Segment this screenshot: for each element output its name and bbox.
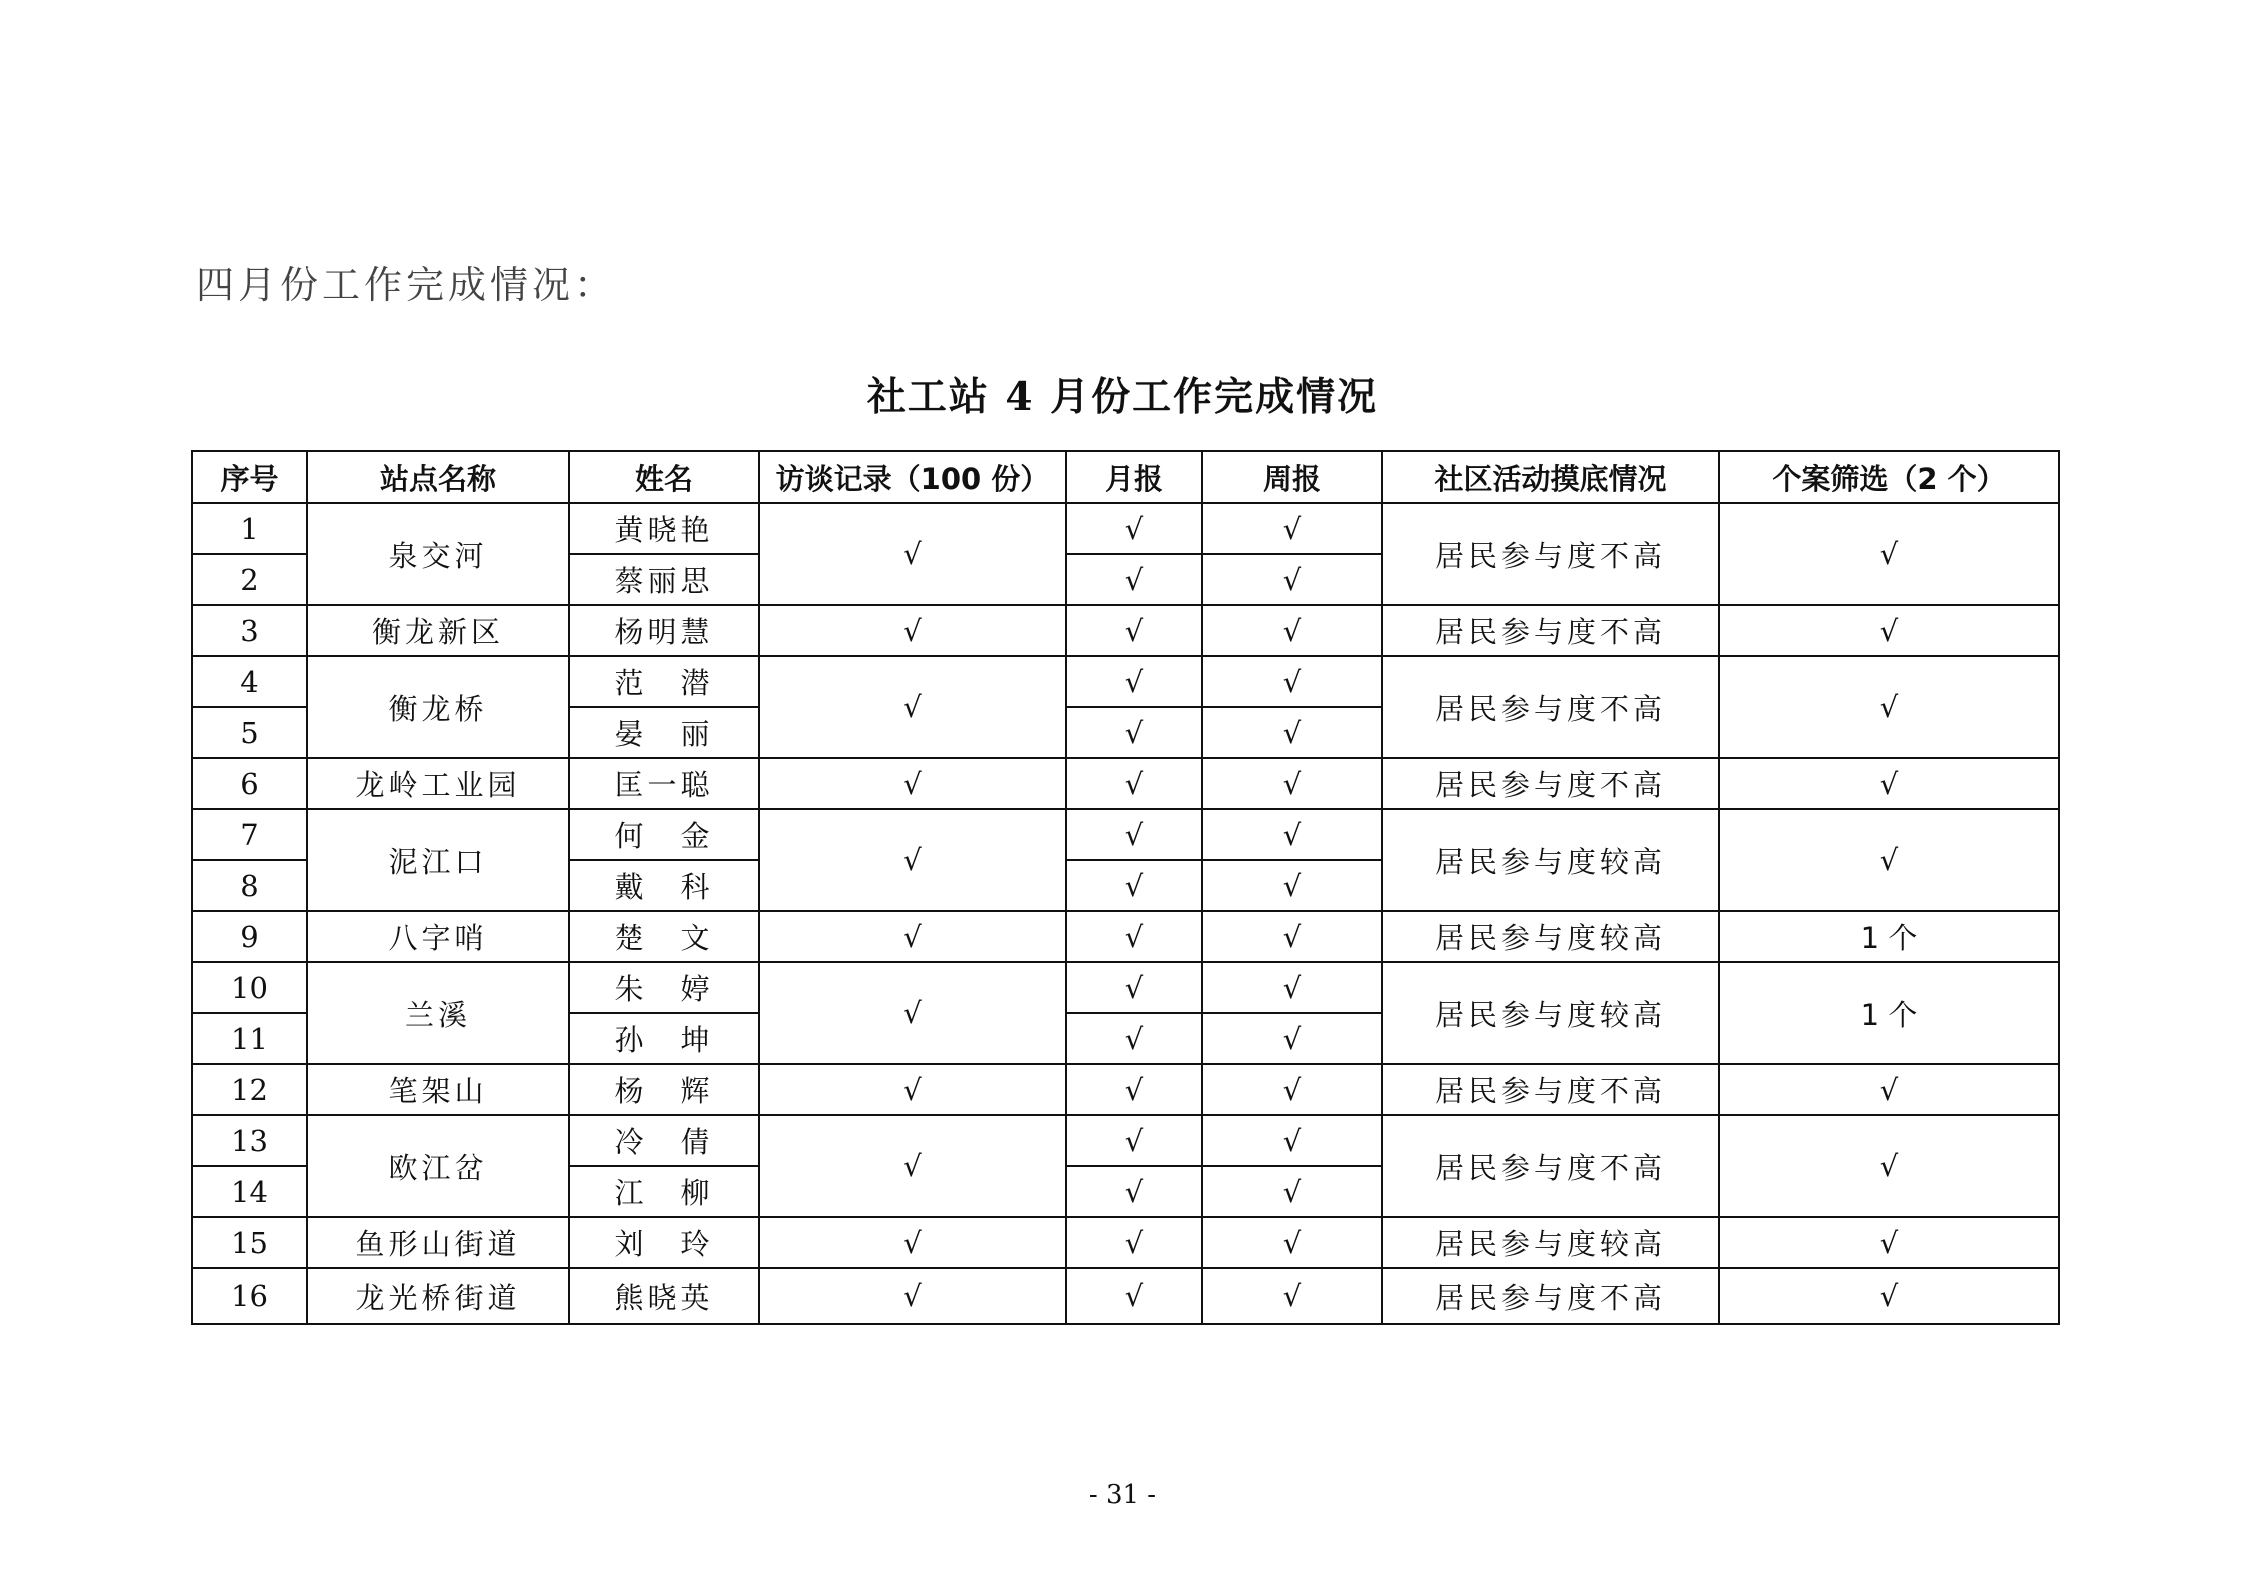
seq-cell: 5 [192,707,307,758]
monthly-cell: √ [1066,1166,1202,1217]
name-cell: 蔡丽思 [569,554,759,605]
monthly-cell: √ [1066,860,1202,911]
header-site: 站点名称 [307,451,569,503]
name-cell: 刘 玲 [569,1217,759,1268]
table-row [192,1268,2059,1324]
site-cell: 衡龙桥 [307,656,569,758]
table-row [192,911,2059,962]
header-row [192,451,2059,503]
seq-cell: 2 [192,554,307,605]
header-seq: 序号 [192,451,307,503]
monthly-cell: √ [1066,503,1202,554]
monthly-cell: √ [1066,809,1202,860]
survey-cell: 居民参与度不高 [1382,1268,1719,1324]
page-number: - 31 - [1088,1480,1157,1510]
work-completion-table [191,450,2060,1325]
interview-cell: √ [759,1217,1066,1268]
interview-cell: √ [759,1115,1066,1217]
weekly-cell: √ [1202,809,1382,860]
monthly-cell: √ [1066,1013,1202,1064]
monthly-cell: √ [1066,707,1202,758]
table-row [192,758,2059,809]
name-cell: 杨明慧 [569,605,759,656]
header-weekly: 周报 [1202,451,1382,503]
survey-cell: 居民参与度不高 [1382,656,1719,758]
name-cell: 冷 倩 [569,1115,759,1166]
name-cell: 晏 丽 [569,707,759,758]
interview-cell: √ [759,1268,1066,1324]
survey-cell: 居民参与度不高 [1382,758,1719,809]
weekly-cell: √ [1202,911,1382,962]
weekly-cell: √ [1202,554,1382,605]
name-cell: 杨 辉 [569,1064,759,1115]
weekly-cell: √ [1202,1166,1382,1217]
weekly-cell: √ [1202,962,1382,1013]
interview-cell: √ [759,605,1066,656]
survey-cell: 居民参与度不高 [1382,1115,1719,1217]
case-cell: √ [1719,1268,2059,1324]
case-cell: 1 个 [1719,962,2059,1064]
seq-cell: 6 [192,758,307,809]
name-cell: 范 潜 [569,656,759,707]
seq-cell: 14 [192,1166,307,1217]
seq-cell: 1 [192,503,307,554]
interview-cell: √ [759,656,1066,758]
case-cell: √ [1719,1115,2059,1217]
header-interview: 访谈记录（100 份） [759,451,1066,503]
weekly-cell: √ [1202,605,1382,656]
seq-cell: 3 [192,605,307,656]
case-cell: √ [1719,758,2059,809]
name-cell: 楚 文 [569,911,759,962]
seq-cell: 13 [192,1115,307,1166]
survey-cell: 居民参与度不高 [1382,1064,1719,1115]
site-cell: 泉交河 [307,503,569,605]
case-cell: 1 个 [1719,911,2059,962]
case-cell: √ [1719,1217,2059,1268]
name-cell: 孙 坤 [569,1013,759,1064]
site-cell: 龙岭工业园 [307,758,569,809]
header-monthly: 月报 [1066,451,1202,503]
table-row [192,962,2059,1013]
case-cell: √ [1719,656,2059,758]
seq-cell: 11 [192,1013,307,1064]
header-case: 个案筛选（2 个） [1719,451,2059,503]
weekly-cell: √ [1202,1217,1382,1268]
site-cell: 笔架山 [307,1064,569,1115]
site-cell: 欧江岔 [307,1115,569,1217]
weekly-cell: √ [1202,758,1382,809]
case-cell: √ [1719,605,2059,656]
survey-cell: 居民参与度较高 [1382,1217,1719,1268]
interview-cell: √ [759,911,1066,962]
case-cell: √ [1719,503,2059,605]
seq-cell: 4 [192,656,307,707]
monthly-cell: √ [1066,554,1202,605]
seq-cell: 8 [192,860,307,911]
survey-cell: 居民参与度不高 [1382,503,1719,605]
monthly-cell: √ [1066,1064,1202,1115]
table-row [192,503,2059,554]
survey-cell: 居民参与度不高 [1382,605,1719,656]
table-row [192,1217,2059,1268]
weekly-cell: √ [1202,503,1382,554]
seq-cell: 15 [192,1217,307,1268]
site-cell: 兰溪 [307,962,569,1064]
weekly-cell: √ [1202,1115,1382,1166]
table-row [192,656,2059,707]
site-cell: 龙光桥街道 [307,1268,569,1324]
weekly-cell: √ [1202,1013,1382,1064]
weekly-cell: √ [1202,707,1382,758]
monthly-cell: √ [1066,911,1202,962]
site-cell: 鱼形山街道 [307,1217,569,1268]
site-cell: 八字哨 [307,911,569,962]
header-name: 姓名 [569,451,759,503]
case-cell: √ [1719,1064,2059,1115]
survey-cell: 居民参与度较高 [1382,809,1719,911]
header-survey: 社区活动摸底情况 [1382,451,1719,503]
site-cell: 泥江口 [307,809,569,911]
weekly-cell: √ [1202,1064,1382,1115]
table-row [192,1115,2059,1166]
name-cell: 何 金 [569,809,759,860]
table-row [192,605,2059,656]
monthly-cell: √ [1066,962,1202,1013]
table-row [192,1064,2059,1115]
survey-cell: 居民参与度较高 [1382,911,1719,962]
case-cell: √ [1719,809,2059,911]
seq-cell: 12 [192,1064,307,1115]
monthly-cell: √ [1066,1268,1202,1324]
monthly-cell: √ [1066,758,1202,809]
site-cell: 衡龙新区 [307,605,569,656]
interview-cell: √ [759,503,1066,605]
weekly-cell: √ [1202,656,1382,707]
name-cell: 熊晓英 [569,1268,759,1324]
section-heading: 四月份工作完成情况： [196,263,617,307]
name-cell: 戴 科 [569,860,759,911]
name-cell: 匡一聪 [569,758,759,809]
monthly-cell: √ [1066,1217,1202,1268]
seq-cell: 10 [192,962,307,1013]
table-row [192,809,2059,860]
interview-cell: √ [759,809,1066,911]
monthly-cell: √ [1066,656,1202,707]
table-title: 社工站 4 月份工作完成情况 [866,374,1379,420]
interview-cell: √ [759,962,1066,1064]
weekly-cell: √ [1202,1268,1382,1324]
monthly-cell: √ [1066,605,1202,656]
survey-cell: 居民参与度较高 [1382,962,1719,1064]
weekly-cell: √ [1202,860,1382,911]
seq-cell: 9 [192,911,307,962]
interview-cell: √ [759,1064,1066,1115]
name-cell: 江 柳 [569,1166,759,1217]
monthly-cell: √ [1066,1115,1202,1166]
seq-cell: 7 [192,809,307,860]
interview-cell: √ [759,758,1066,809]
name-cell: 黄晓艳 [569,503,759,554]
seq-cell: 16 [192,1268,307,1324]
name-cell: 朱 婷 [569,962,759,1013]
